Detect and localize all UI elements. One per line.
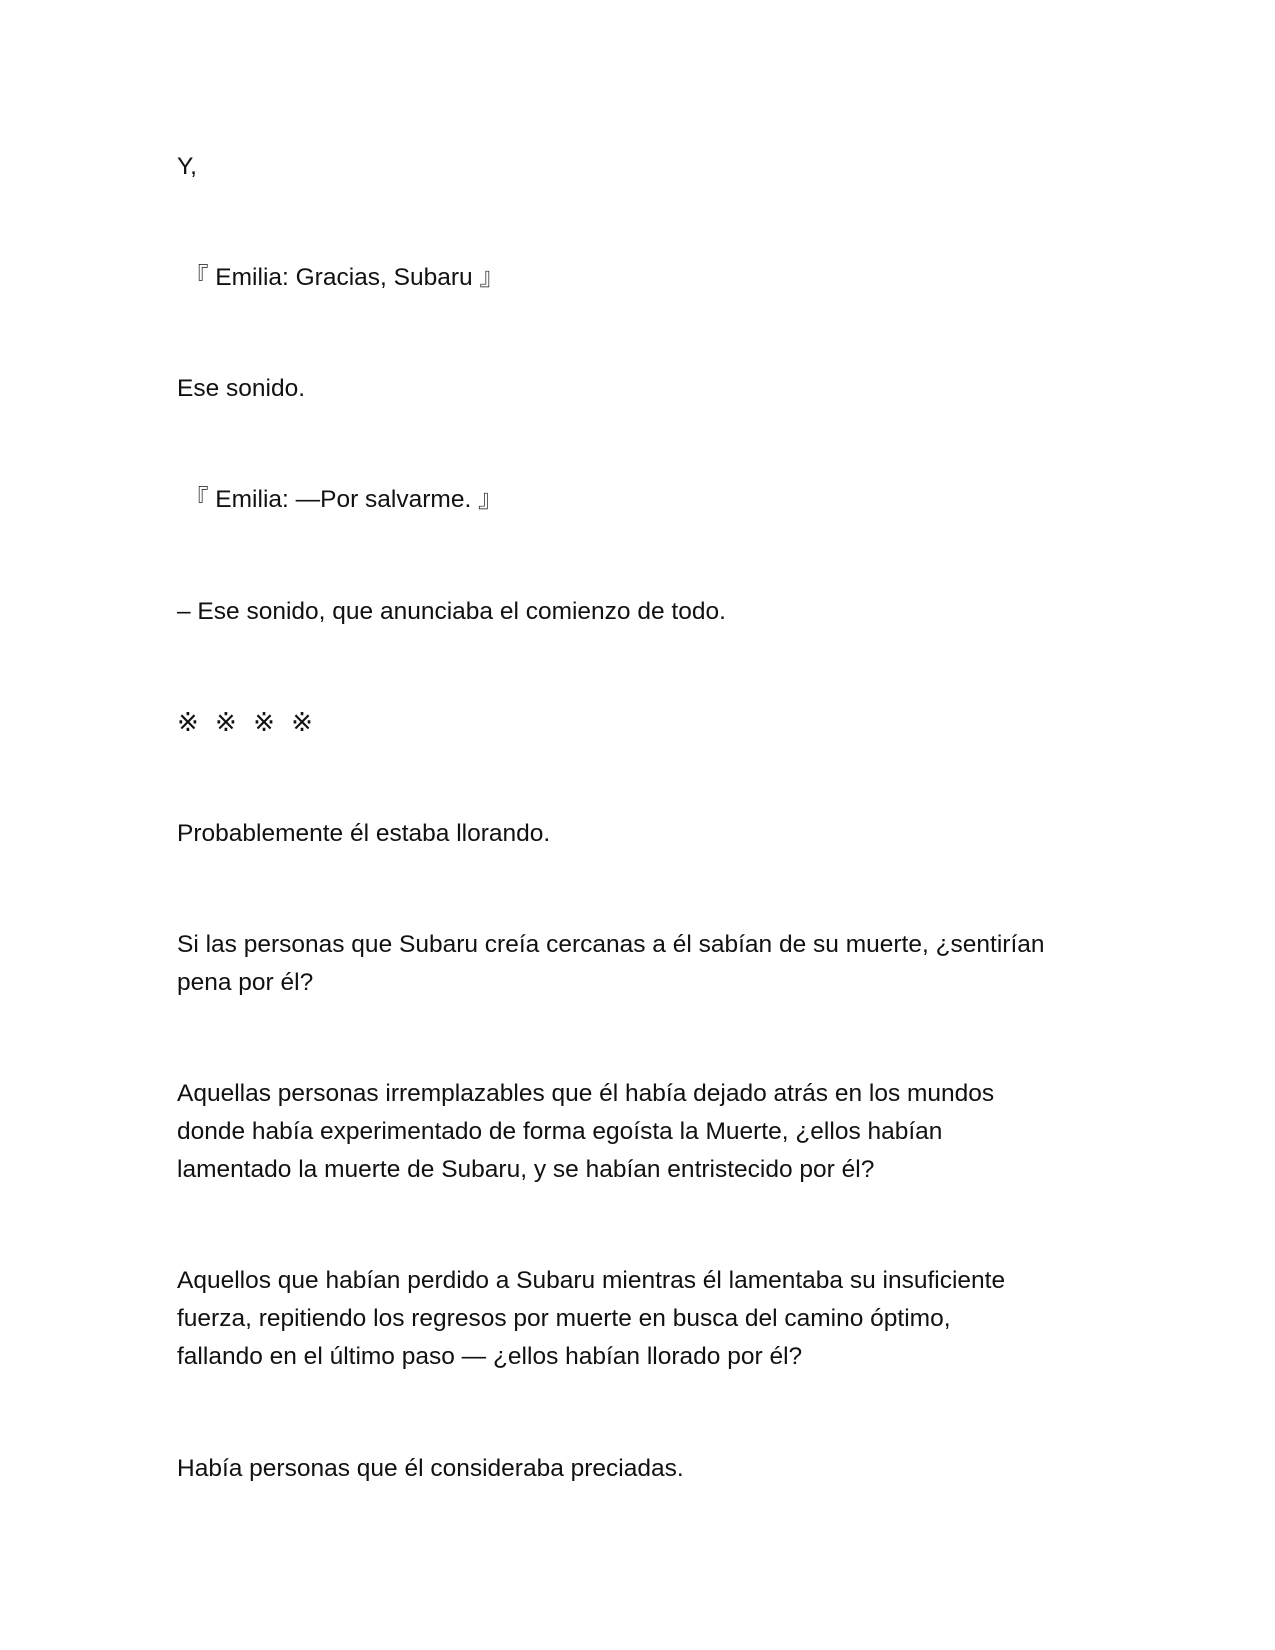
text-line: – Ese sonido, que anunciaba el comienzo de todo. <box>177 598 726 625</box>
dialogue-emilia-por-salvarme <box>184 481 1114 519</box>
paragraph-ese-sonido <box>177 370 1107 408</box>
text-line: lamentado la muerte de Subaru, y se habían entristecido por él? <box>177 1156 875 1183</box>
paragraph-comienzo <box>177 593 1107 631</box>
paragraph-llorando <box>177 815 1107 853</box>
text-line: 『 Emilia: Gracias, Subaru 』 <box>184 264 504 291</box>
paragraph-sentirian-pena <box>177 926 1107 1002</box>
scene-break <box>177 704 1107 742</box>
text-line: Y, <box>177 153 197 180</box>
dialogue-emilia-gracias <box>184 259 1114 297</box>
text-line: Había personas que él consideraba preciadas. <box>177 1455 684 1482</box>
scene-break-marks: ※ ※ ※ ※ <box>177 708 317 738</box>
text-line: Si las personas que Subaru creía cercanas a él sabían de su muerte, ¿sentirían <box>177 931 1045 958</box>
text-line: fallando en el último paso — ¿ellos habían llorado por él? <box>177 1343 803 1370</box>
text-line: fuerza, repitiendo los regresos por muerte en busca del camino óptimo, <box>177 1305 951 1332</box>
text-line: Aquellas personas irremplazables que él había dejado atrás en los mundos <box>177 1080 995 1107</box>
text-line: Ese sonido. <box>177 375 306 402</box>
text-line: donde había experimentado de forma egoísta la Muerte, ¿ellos habían <box>177 1118 943 1145</box>
paragraph-preciadas <box>177 1450 1107 1488</box>
text-line: pena por él? <box>177 969 314 996</box>
text-line: 『 Emilia: —Por salvarme. 』 <box>184 486 503 513</box>
paragraph-y <box>177 148 1107 186</box>
paragraph-irremplazables <box>177 1075 1107 1189</box>
paragraph-perdido-a-subaru <box>177 1262 1107 1376</box>
text-line: Probablemente él estaba llorando. <box>177 820 551 847</box>
text-line: Aquellos que habían perdido a Subaru mientras él lamentaba su insuficiente <box>177 1267 1006 1294</box>
